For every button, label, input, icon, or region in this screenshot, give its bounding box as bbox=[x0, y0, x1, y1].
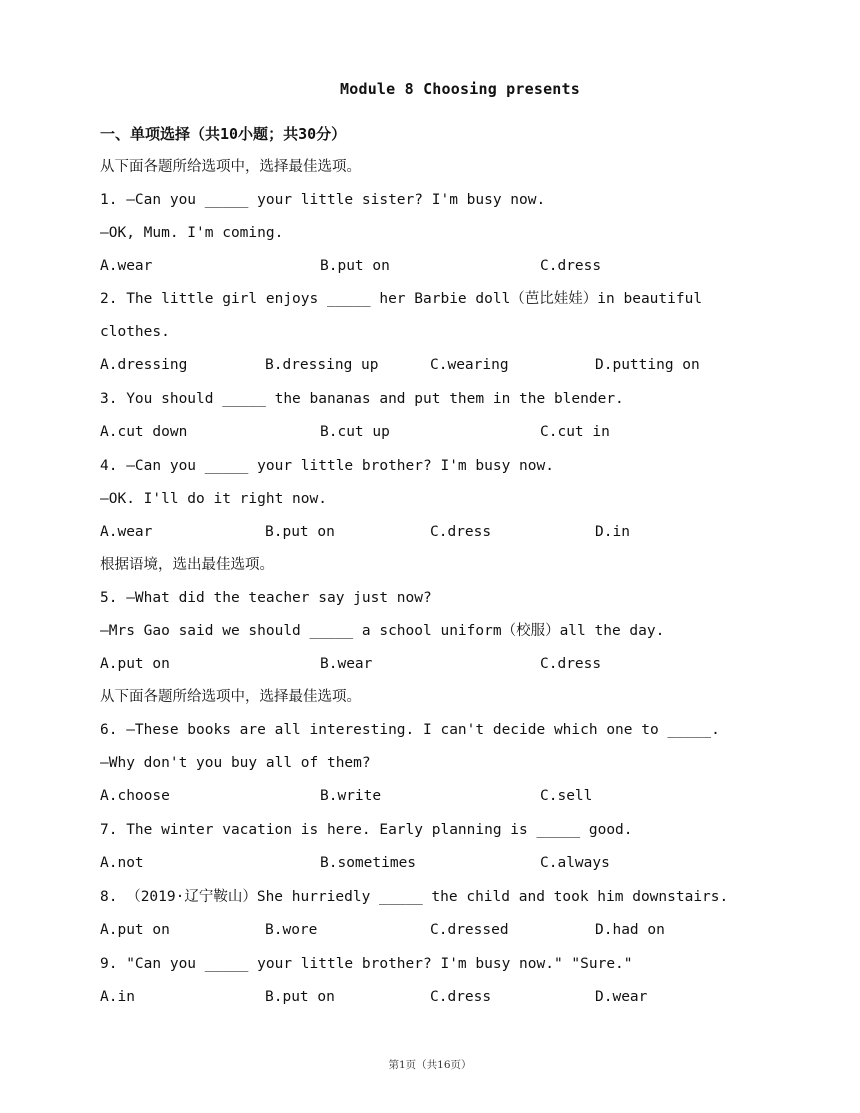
page-title: Module 8 Choosing presents bbox=[340, 80, 580, 98]
question-5-reply: —Mrs Gao said we should _____ a school uniform（校服）all the day. bbox=[100, 623, 665, 639]
option-b: B.sometimes bbox=[320, 855, 417, 871]
option-d: D.putting on bbox=[595, 357, 700, 373]
option-c: C.wearing bbox=[430, 357, 509, 373]
page-footer: 第1页（共16页） bbox=[388, 1059, 472, 1071]
section-instruction: 从下面各题所给选项中，选择最佳选项。 bbox=[100, 689, 361, 705]
question-5-options bbox=[100, 654, 860, 674]
question-2-stem: 2. The little girl enjoys _____ her Barbie doll（芭比娃娃）in beautiful bbox=[100, 291, 703, 307]
option-c: C.dressed bbox=[430, 922, 509, 938]
question-2-options bbox=[100, 355, 860, 375]
question-7-stem: 7. The winter vacation is here. Early planning is _____ good. bbox=[100, 822, 633, 838]
option-c: C.always bbox=[540, 855, 610, 871]
question-6-stem: 6. —These books are all interesting. I can't decide which one to _____. bbox=[100, 722, 720, 738]
option-c: C.dress bbox=[430, 989, 492, 1005]
question-4-reply: —OK. I'll do it right now. bbox=[100, 491, 327, 507]
option-a: A.put on bbox=[100, 922, 170, 938]
question-8-options bbox=[100, 920, 860, 940]
question-6-reply: —Why don't you buy all of them? bbox=[100, 755, 371, 771]
section-heading: 一、单项选择（共10小题；共30分） bbox=[100, 125, 347, 143]
option-b: B.wear bbox=[320, 656, 373, 672]
option-b: B.write bbox=[320, 788, 382, 804]
option-b: B.put on bbox=[320, 258, 390, 274]
question-7-options bbox=[100, 853, 860, 873]
option-d: D.wear bbox=[595, 989, 648, 1005]
question-1-options bbox=[100, 256, 860, 276]
option-a: A.dressing bbox=[100, 357, 188, 373]
option-d: D.in bbox=[595, 524, 630, 540]
option-b: B.put on bbox=[265, 989, 335, 1005]
section-instruction: 从下面各题所给选项中，选择最佳选项。 bbox=[100, 159, 361, 175]
option-b: B.dressing up bbox=[265, 357, 379, 373]
option-b: B.wore bbox=[265, 922, 318, 938]
option-c: C.sell bbox=[540, 788, 593, 804]
option-c: C.cut in bbox=[540, 424, 610, 440]
question-1-stem: 1. —Can you _____ your little sister? I'm busy now. bbox=[100, 192, 546, 208]
question-8-stem: 8. （2019·辽宁鞍山）She hurriedly _____ the child and took him downstairs. bbox=[100, 889, 729, 905]
option-a: A.cut down bbox=[100, 424, 188, 440]
option-c: C.dress bbox=[430, 524, 492, 540]
option-c: C.dress bbox=[540, 258, 602, 274]
question-1-reply: —OK, Mum. I'm coming. bbox=[100, 225, 284, 241]
question-4-stem: 4. —Can you _____ your little brother? I'm busy now. bbox=[100, 458, 554, 474]
question-4-options bbox=[100, 522, 860, 542]
question-6-options bbox=[100, 786, 860, 806]
question-2-stem-cont: clothes. bbox=[100, 324, 170, 340]
option-b: B.cut up bbox=[320, 424, 390, 440]
option-a: A.put on bbox=[100, 656, 170, 672]
question-3-options bbox=[100, 422, 860, 442]
option-a: A.choose bbox=[100, 788, 170, 804]
option-c: C.dress bbox=[540, 656, 602, 672]
question-5-stem: 5. —What did the teacher say just now? bbox=[100, 590, 432, 606]
option-a: A.wear bbox=[100, 258, 153, 274]
question-9-options bbox=[100, 987, 860, 1007]
section-instruction: 根据语境，选出最佳选项。 bbox=[100, 557, 274, 573]
option-a: A.wear bbox=[100, 524, 153, 540]
option-b: B.put on bbox=[265, 524, 335, 540]
question-9-stem: 9. "Can you _____ your little brother? I'm busy now." "Sure." bbox=[100, 956, 633, 972]
question-3-stem: 3. You should _____ the bananas and put them in the blender. bbox=[100, 391, 624, 407]
option-a: A.in bbox=[100, 989, 135, 1005]
option-d: D.had on bbox=[595, 922, 665, 938]
option-a: A.not bbox=[100, 855, 144, 871]
